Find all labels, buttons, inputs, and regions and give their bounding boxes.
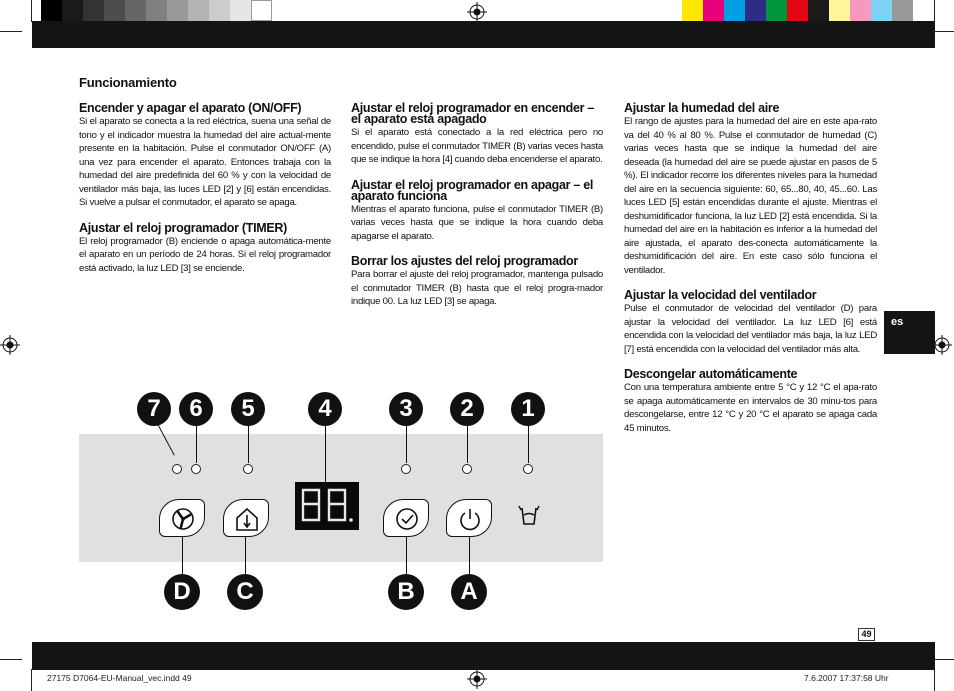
gray-swatch [188,0,209,21]
leader-line [406,537,407,577]
language-tab [884,311,935,354]
crop-mark [934,669,935,691]
crop-mark [31,669,32,691]
led-display [295,482,359,530]
block-text: El reloj programador (B) enciende o apaga automática-mente el aparato en un período de 24 horas. Si el reloj programador está activado, la luz LED [3] se enciende. [79,235,331,274]
color-swatch [808,0,829,21]
power-icon [447,500,493,538]
text-block [351,177,603,244]
humidity-button[interactable] [223,499,269,537]
block-heading: Ajustar el reloj programador en encender – el aparato está apagado [351,101,595,126]
color-swatch [766,0,787,21]
led-indicator [191,464,201,474]
text-block [351,256,603,309]
callout-number: 1 [511,392,545,426]
leader-line [325,425,326,489]
led-indicator [172,464,182,474]
text-block [624,369,877,435]
callout-number: 6 [179,392,213,426]
text-block [79,103,331,210]
callout-number: 3 [389,392,423,426]
grayscale-calibration-bar [41,0,272,21]
led-indicator [243,464,253,474]
gray-swatch [41,0,62,21]
timer-button[interactable] [383,499,429,537]
header-bar [32,21,935,48]
led-indicator [523,464,533,474]
fan-icon [160,500,206,538]
fan-speed-button[interactable] [159,499,205,537]
callout-letter: B [388,574,424,610]
callout-number: 5 [231,392,265,426]
block-heading: Ajustar la velocidad del ventilador [624,288,817,302]
color-swatch [745,0,766,21]
registration-mark-icon [932,335,952,355]
clock-icon [384,500,430,538]
block-heading: Ajustar la humedad del aire [624,101,780,115]
gray-swatch [83,0,104,21]
color-swatch [682,0,703,21]
color-swatch [850,0,871,21]
led-indicator [462,464,472,474]
color-swatch [787,0,808,21]
block-text: Para borrar el ajuste del reloj programador, mantenga pulsado el conmutador TIMER (B) hasta que el reloj progra-mador indique 00. La luz LED [3] se apaga. [351,269,603,307]
leader-line [406,425,407,463]
text-column-1 [79,103,331,288]
registration-mark-icon [467,2,487,22]
callout-letter: D [164,574,200,610]
callout-number: 7 [137,392,171,426]
text-block [624,290,877,356]
page-number: 49 [858,628,875,641]
footer-bar [32,642,935,670]
block-text: Mientras el aparato funciona, pulse el conmutador TIMER (B) varias veces hasta que se indique la hora cuando deba apagarse el aparato. [351,203,603,242]
crop-mark [934,0,935,22]
print-timestamp: 7.6.2007 17:37:58 Uhr [804,673,889,683]
leader-line [196,425,197,463]
registration-mark-icon [0,335,20,355]
gray-swatch [104,0,125,21]
leader-line [469,537,470,577]
leader-line [528,425,529,463]
text-column-2 [351,103,603,322]
file-slug: 27175 D7064-EU-Manual_vec.indd 49 [47,673,192,683]
crop-mark [0,659,22,660]
crop-mark [934,31,954,32]
gray-swatch [209,0,230,21]
block-text: Si el aparato se conecta a la red eléctrica, suena una señal de tono y el indicador muestra la humedad del aire actual-mente presente en la habitación. Pulse el conmutador ON/OFF (A) una vez para encender el aparato. Entonces trabaja con la humedad del aire predefinida del 60 % y con la velocidad de ventilador más baja, las luces LED [2] y [6] están encendidas. Si vuelve a pulsar el conmutador, el aparato se apaga. [79,116,331,208]
water-tank-full-icon [516,502,542,533]
leader-line [248,425,249,463]
color-swatch [724,0,745,21]
power-button[interactable] [446,499,492,537]
color-swatch [871,0,892,21]
gray-swatch [167,0,188,21]
crop-mark [934,659,954,660]
callout-number: 2 [450,392,484,426]
seven-segment-digits [295,482,359,530]
block-heading: Descongelar automáticamente [624,367,798,381]
color-calibration-bar [682,0,913,21]
callout-number: 4 [308,392,342,426]
text-block [79,220,331,276]
block-heading: Ajustar el reloj programador en apagar – el aparato funciona [351,177,594,203]
callout-letter: C [227,574,263,610]
text-block [351,103,603,167]
leader-line [182,537,183,577]
crop-mark [31,0,32,22]
leader-line [245,537,246,577]
section-title: Funcionamiento [79,75,177,90]
gray-swatch [146,0,167,21]
house-humidity-icon [224,500,270,538]
block-heading: Borrar los ajustes del reloj programador [351,254,578,268]
color-swatch [829,0,850,21]
block-heading: Encender y apagar el aparato (ON/OFF) [79,101,302,115]
gray-swatch [251,0,272,21]
gray-swatch [62,0,83,21]
block-heading: Ajustar el reloj programador (TIMER) [79,220,287,235]
crop-mark [0,31,22,32]
text-column-3 [624,103,877,448]
gray-swatch [125,0,146,21]
gray-swatch [230,0,251,21]
block-text: Pulse el conmutador de velocidad del ventilador (D) para ajustar la velocidad del ventilador. La luz LED [6] está encendida con la velocidad del ventilador más baja, la luz LED [7] está encendida con la velocidad del ventilador más alta. [624,303,877,355]
callout-letter: A [451,574,487,610]
block-text: El rango de ajustes para la humedad del aire en este apa-rato va del 40 % al 80 %. Pulse el conmutador de humedad (C) varias veces hasta que se indique la humedad del aire deseada (la humedad del aire se puede ajustar en pasos de 5 %). El indicador recorre los diferentes niveles para la humedad del aire en la secuencia siguiente: 60, 65...80, 40, 45...60. Las luces LED [5] están encendidas durante el ajuste. Mientras el deshumidificador funciona, la luz LED [2] está encendida. Si la humedad del aire en la habitación es inferior a la humedad del aire ajustada, el aparato des-conecta automáticamente la deshumidificación del aire. En este caso sólo funciona el ventilador. [624,116,877,276]
led-indicator [401,464,411,474]
registration-mark-icon [467,669,487,689]
leader-line [467,425,468,463]
block-text: Si el aparato está conectado a la red eléctrica pero no encendido, pulse el conmutador TIMER (B) varias veces hasta que se indique la hora [4] cuando deba encenderse el aparato. [351,127,603,165]
color-swatch [892,0,913,21]
text-block [624,103,877,277]
color-swatch [703,0,724,21]
block-text: Con una temperatura ambiente entre 5 °C y 12 °C el apa-rato se apaga automáticamente en intervalos de 30 minu-tos para descongelarse, entre 12 °C y 20 °C el aparato se apaga cada 45 minutos. [624,382,877,434]
language-code: es [891,316,904,328]
